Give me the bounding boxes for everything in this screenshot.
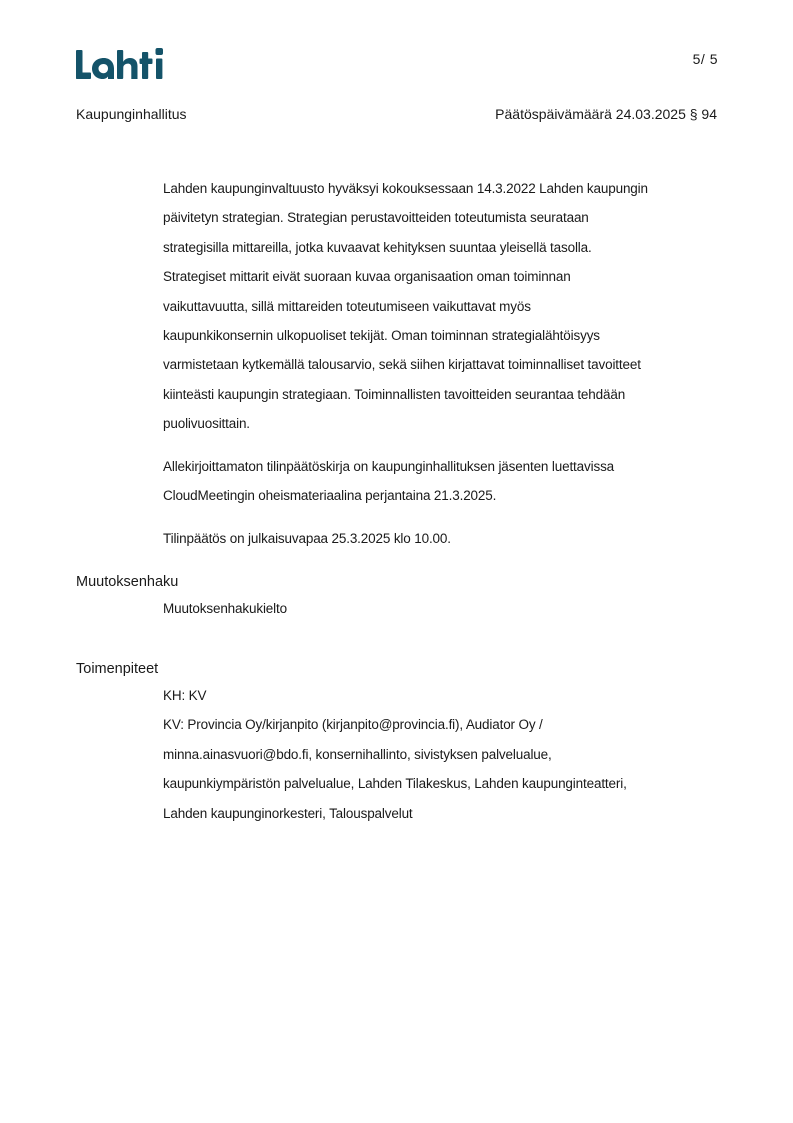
- text-line: kaupunkikonsernin ulkopuoliset tekijät. Oman toiminnan strategialähtöisyys: [163, 328, 600, 344]
- decision-date: Päätöspäivämäärä 24.03.2025 § 94: [495, 106, 717, 122]
- text-line: kaupunkiympäristön palvelualue, Lahden Tilakeskus, Lahden kaupunginteatteri,: [163, 776, 627, 792]
- text-line: Lahden kaupunginvaltuusto hyväksyi kokouksessaan 14.3.2022 Lahden kaupungin: [163, 181, 648, 196]
- text-line: puolivuosittain.: [163, 416, 250, 432]
- paragraph-unsigned-statement: [163, 452, 723, 511]
- page-number: 5/ 5: [692, 51, 718, 67]
- text-line: Muutoksenhakukielto: [163, 601, 287, 616]
- text-line: CloudMeetingin oheismateriaalina perjantaina 21.3.2025.: [163, 488, 497, 504]
- paragraph-strategy: [163, 174, 723, 439]
- text-line: Allekirjoittamaton tilinpäätöskirja on kaupunginhallituksen jäsenten luettavissa: [163, 459, 615, 474]
- text-line: Strategiset mittarit eivät suoraan kuvaa organisaation oman toiminnan: [163, 269, 571, 285]
- text-line: päivitetyn strategian. Strategian perustavoitteiden toteutumista seurataan: [163, 210, 589, 226]
- paragraph-publication: [163, 524, 723, 553]
- text-line: kiinteästi kaupungin strategiaan. Toiminnallisten tavoitteiden seurantaa tehdään: [163, 386, 626, 402]
- text-line: minna.ainasvuori@bdo.fi, konsernihallinto, sivistyksen palvelualue,: [163, 746, 552, 762]
- lahti-logo: [76, 46, 168, 82]
- appeal-content: [163, 594, 723, 623]
- actions-content: [163, 681, 723, 828]
- appeal-heading: Muutoksenhaku: [76, 574, 179, 590]
- text-line: KV: Provincia Oy/kirjanpito (kirjanpito@provincia.fi), Audiator Oy /: [163, 717, 543, 733]
- text-line: Tilinpäätös on julkaisuvapaa 25.3.2025 klo 10.00.: [163, 531, 451, 546]
- text-line: KH: KV: [163, 688, 207, 703]
- text-line: vaikuttavuutta, sillä mittareiden toteutumiseen vaikuttavat myös: [163, 298, 531, 314]
- text-line: strategisilla mittareilla, jotka kuvaavat kehityksen suuntaa yleisellä tasolla.: [163, 239, 592, 255]
- text-line: varmistetaan kytkemällä talousarvio, sekä siihen kirjattavat toiminnalliset tavoitteet: [163, 357, 641, 373]
- text-line: Lahden kaupunginorkesteri, Talouspalvelut: [163, 805, 413, 821]
- organ-name: Kaupunginhallitus: [76, 106, 187, 122]
- actions-heading: Toimenpiteet: [76, 661, 159, 677]
